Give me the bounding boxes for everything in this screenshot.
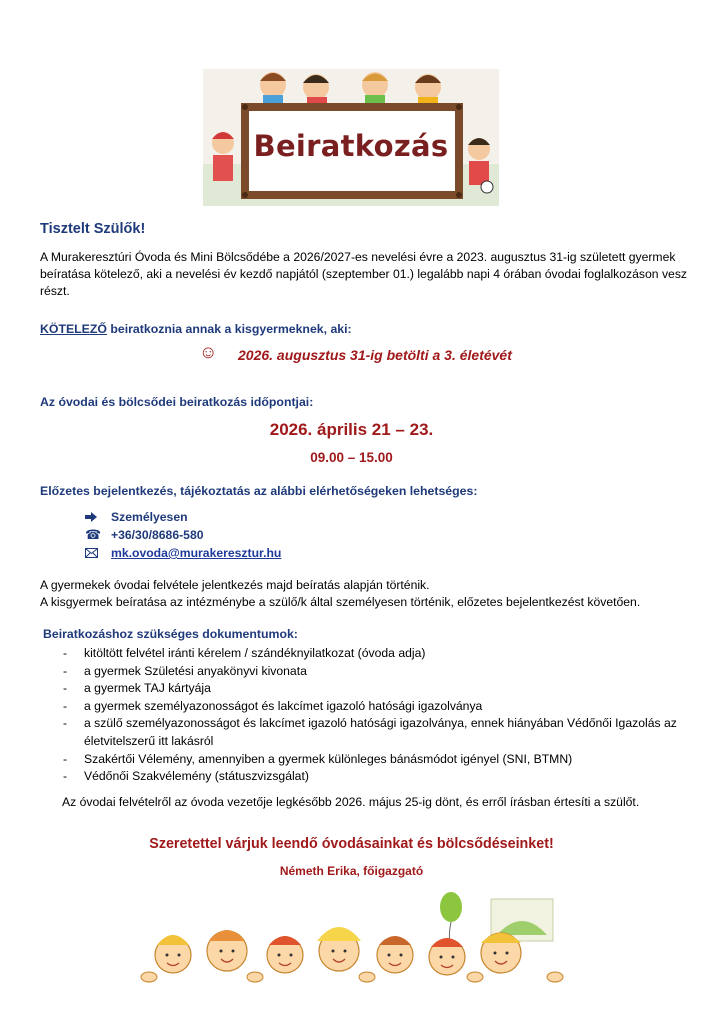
- list-item: - a gyermek Születési anyakönyvi kivonata: [63, 663, 683, 681]
- enrollment-time-range: 09.00 – 15.00: [310, 450, 393, 465]
- enrollment-heading: Az óvodai és bölcsődei beiratkozás időpontjai:: [40, 395, 314, 409]
- contact-phone: [85, 527, 204, 543]
- mandatory-heading: [40, 322, 352, 336]
- contact-heading: Előzetes bejelentkezés, tájékoztatás az alábbi elérhetőségeken lehetséges:: [40, 484, 478, 498]
- decision-note: Az óvodai felvételről az óvoda vezetője legkésőbb 2026. május 25-ig dönt, és erről írásban értesíti a szülőt.: [62, 795, 640, 809]
- list-item: - Védőnői Szakvélemény (státuszvizsgálat): [63, 768, 683, 786]
- arrow-right-icon: [85, 512, 111, 522]
- mandatory-heading-rest: beiratkoznia annak a kisgyermeknek, aki:: [106, 322, 352, 336]
- contact-email: [85, 545, 281, 561]
- kids-illustration: [135, 885, 577, 985]
- admission-info: [40, 577, 700, 611]
- list-item: - a szülő személyazonosságot és lakcímet igazoló hatósági igazolványa, ennek hiányában Védőnői Igazolás az életvitelszerű itt lakásról: [63, 715, 683, 750]
- list-item: - kitöltött felvétel iránti kérelem / szándéknyilatkozat (óvoda adja): [63, 645, 683, 663]
- smiley-icon: ☺: [199, 342, 218, 362]
- admission-info-line-1: A gyermekek óvodai felvétele jelentkezés majd beíratás alapján történik.: [40, 578, 430, 592]
- envelope-icon: [85, 548, 111, 558]
- list-item: - a gyermek személyazonosságot és lakcímet igazoló hatósági igazolványa: [63, 698, 683, 716]
- list-item: - Szakértői Vélemény, amennyiben a gyermek különleges bánásmódot igényel (SNI, BTMN): [63, 751, 683, 769]
- documents-list: [63, 645, 683, 786]
- signature: Németh Erika, főigazgató: [279, 864, 424, 878]
- header-banner: [203, 69, 499, 206]
- contact-email-link[interactable]: mk.ovoda@murakeresztur.hu: [111, 546, 282, 560]
- phone-icon: ☎: [85, 527, 102, 542]
- greeting-heading: Tisztelt Szülők!: [40, 221, 146, 237]
- mandatory-heading-strong: KÖTELEZŐ: [40, 322, 107, 336]
- intro-paragraph: A Murakeresztúri Óvoda és Mini Bölcsődébe a 2026/2027-es nevelési évre a 2023. augusztus 31-ig született gyermek beíratása kötelező, aki a nevelési év kezdő napjától (szeptember 01.) legalább napi 4 órában óvodai foglalkozáson vesz részt.: [40, 250, 688, 298]
- enrollment-date-range: 2026. április 21 – 23.: [269, 420, 434, 439]
- list-item: - a gyermek TAJ kártyája: [63, 680, 683, 698]
- admission-info-line-2: A kisgyermek beíratása az intézménybe a szülő/k által személyesen történik, előzetes bejelentkezést követően.: [40, 595, 641, 609]
- welcome-message: Szeretettel várjuk leendő óvodásainkat és bölcsődéseinket!: [149, 836, 554, 852]
- mandatory-condition: 2026. augusztus 31-ig betölti a 3. életévét: [238, 347, 512, 363]
- documents-heading: Beiratkozáshoz szükséges dokumentumok:: [43, 627, 298, 641]
- contact-in-person-label: Személyesen: [111, 510, 188, 524]
- banner-title: Beiratkozás: [253, 129, 449, 163]
- footer-kids-illustration: [135, 885, 577, 985]
- contact-phone-number: +36/30/8686-580: [111, 528, 204, 542]
- contact-in-person: [85, 509, 188, 525]
